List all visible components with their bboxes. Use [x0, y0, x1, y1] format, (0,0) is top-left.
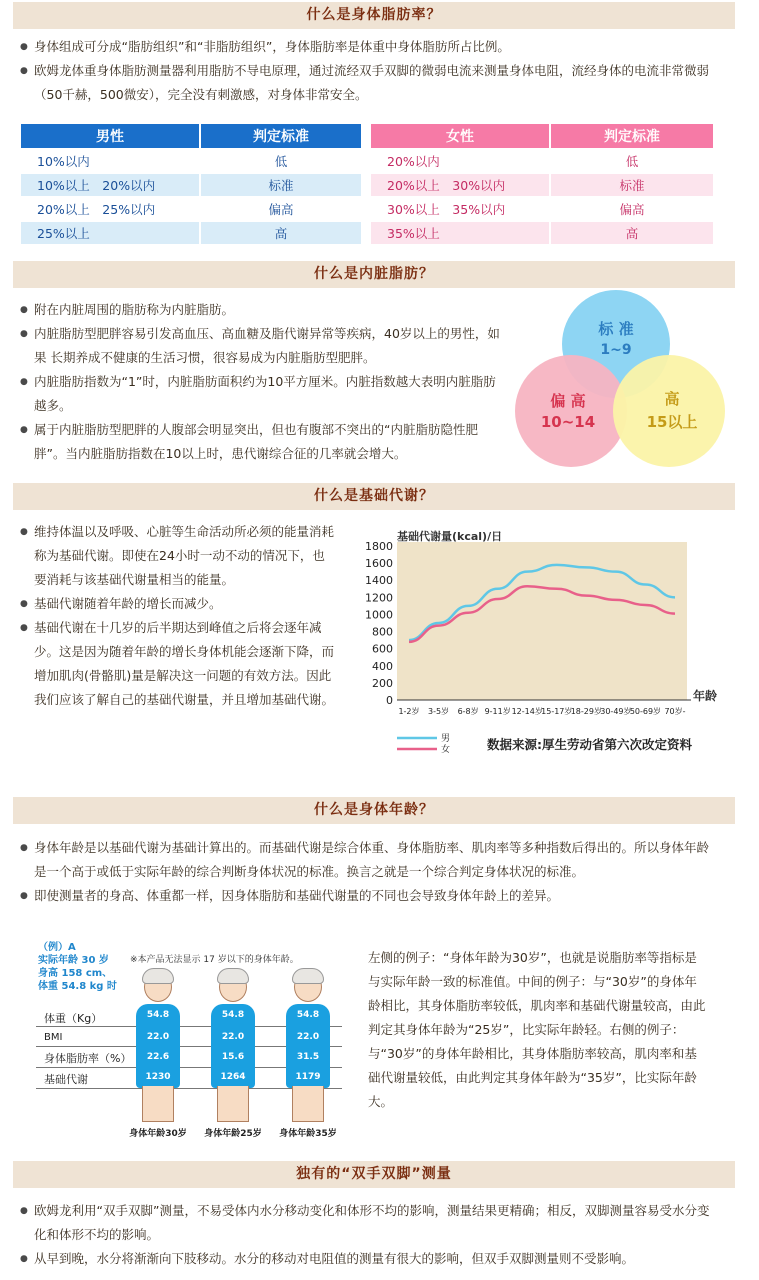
body-age-intro: [20, 836, 720, 908]
section-title-basal-metabolism: 什么是基础代谢？: [13, 483, 735, 510]
chart-y-tick-label: 0: [386, 694, 393, 707]
row-label-bmi: BMI: [44, 1032, 63, 1043]
list-item: ● 从早到晚，水分将渐渐向下肢移动。水分的移动对电阻值的测量有很大的影响，但双手双脚测量则不受影响。: [20, 1247, 720, 1271]
figure-value: 22.0: [296, 1032, 320, 1042]
row-label-weight: 体重（Kg）: [44, 1012, 103, 1025]
chart-y-tick-label: 1400: [365, 574, 393, 588]
chart-y-tick-label: 400: [372, 659, 393, 673]
venn-label-standard: 标 准: [598, 320, 634, 338]
figure-value: 15.6: [221, 1052, 245, 1062]
table-cell: 10%以内: [37, 154, 90, 169]
chart-y-tick-label: 1600: [365, 557, 393, 571]
section-title-hands-feet: 独有的“双手双脚”测量: [13, 1161, 735, 1188]
figure-caption: 身体年龄30岁: [129, 1129, 187, 1139]
person-figure: [207, 968, 259, 1133]
chart-y-tick-label: 200: [372, 676, 393, 690]
chart-x-tick-label: 6-8岁: [457, 707, 479, 716]
list-item: ● 属于内脏脂肪型肥胖的人腹部会明显突出，但也有腹部不突出的“内脏脂肪隐性肥胖”。当内脏脂肪指数在10以上时，患代谢综合征的几率就会增大。: [20, 418, 506, 466]
figure-hair: [217, 968, 249, 984]
figure-caption: 身体年龄35岁: [279, 1129, 337, 1139]
chart-data-source: 数据来源:厚生劳动省第六次改定资料: [487, 737, 692, 752]
figure-value: 1179: [295, 1072, 321, 1082]
female-header: 女性: [371, 124, 549, 148]
visceral-fat-list: [20, 298, 506, 466]
chart-y-axis-label: 基础代谢量(kcal)/日: [397, 530, 503, 543]
chart-y-tick-label: 1000: [365, 608, 393, 622]
person-figure: [282, 968, 334, 1133]
figure-legs: [217, 1086, 249, 1122]
row-label-fat: 身体脂肪率（%）: [44, 1052, 132, 1065]
list-item: ● 欧姆龙利用“双手双脚”测量，不易受体内水分移动变化和体形不均的影响，测量结果更精确；相反，双脚测量容易受水分变化和体形不均的影响。: [20, 1199, 720, 1247]
list-item: ● 维持体温以及呼吸、心脏等生命活动所必须的能量消耗称为基础代谢。即使在24小时一动不动的情况下，也要消耗与该基础代谢量相当的能量。: [20, 520, 336, 592]
list-item: ● 内脏脂肪型肥胖容易引发高血压、高血糖及脂代谢异常等疾病，40岁以上的男性，如果 长期养成不健康的生活习惯，很容易成为内脏脂肪型肥胖。: [20, 322, 506, 370]
description-text: 左侧的例子：“身体年龄为30岁”，也就是说脂肪率等指标是与实际年龄一致的标准值。中间的例子：与“30岁”的身体年龄相比，其身体脂肪率较低，肌肉率和基础代谢量较高，由此判定其身体年龄为“25岁”，比实际年龄轻。右侧的例子：与“30岁”的身体年龄相比，其身体脂肪率较高，肌肉率和基础代谢量较低，由此判定其身体年龄为“35岁”，比实际年龄大。: [368, 950, 706, 1109]
example-title: （例）A: [38, 942, 76, 953]
basal-metabolism-list: [20, 520, 336, 712]
list-item: ● 身体组成可分成“脂肪组织”和“非脂肪组织”，身体脂肪率是体重中身体脂肪所占比例。: [20, 35, 720, 59]
chart-y-tick-label: 600: [372, 642, 393, 656]
chart-x-tick-label: 3-5岁: [428, 707, 450, 716]
example-height: 身高 158 cm、: [38, 968, 113, 979]
figure-value: 1230: [145, 1072, 171, 1082]
table-cell: 偏高: [619, 202, 645, 217]
chart-x-tick-label: 1-2岁: [398, 707, 420, 716]
chart-x-tick-label: 70岁-: [664, 707, 686, 716]
table-cell: 标准: [201, 174, 361, 196]
chart-y-tick-label: 1200: [365, 591, 393, 605]
venn-label-very-high: 高: [664, 390, 680, 408]
figure-hair: [142, 968, 174, 984]
table-cell: 25%以上: [21, 222, 199, 244]
list-item: ● 基础代谢随着年龄的增长而减少。: [20, 592, 336, 616]
figure-value: 22.0: [221, 1032, 245, 1042]
list-item: ● 内脏脂肪指数为“1”时，内脏脂肪面积约为10平方厘米。内脏指数越大表明内脏脂肪越多。: [20, 370, 506, 418]
table-cell: 30%以上 35%以内: [387, 202, 506, 217]
section-title-visceral-fat: 什么是内脏脂肪？: [13, 261, 735, 288]
venn-range-high: 10~14: [540, 413, 596, 431]
table-cell: 高: [551, 222, 713, 244]
table-cell: 低: [274, 154, 288, 169]
table-cell: 10%以上 20%以内: [21, 174, 199, 196]
figure-legs: [292, 1086, 324, 1122]
list-item: ● 身体年龄是以基础代谢为基础计算出的。而基础代谢是综合体重、身体脂肪率、肌肉率等多种指数后得出的。所以身体年龄是一个高于或低于实际年龄的综合判断身体状况的标准。换言之就是一个综合判定身体状况的标准。: [20, 836, 720, 884]
section-title-body-age: 什么是身体年龄？: [13, 797, 735, 824]
age-note: ※本产品无法显示 17 岁以下的身体年龄。: [130, 955, 299, 965]
example-weight: 体重 54.8 kg 时: [38, 981, 117, 992]
table-cell: 20%以内: [387, 154, 440, 169]
male-header: 男性: [21, 124, 199, 148]
table-cell: 20%以上 30%以内: [371, 174, 549, 196]
figure-value: 1264: [220, 1072, 246, 1082]
basal-metabolism-chart: [355, 524, 725, 760]
chart-x-tick-label: 50-69岁: [629, 707, 662, 716]
table-cell: 偏高: [268, 202, 294, 217]
figure-value: 31.5: [296, 1052, 320, 1062]
venn-range-very-high: 15以上: [646, 413, 698, 431]
figure-value: 22.6: [146, 1052, 170, 1062]
figure-value: 54.8: [221, 1010, 245, 1020]
figure-hair: [292, 968, 324, 984]
list-item: ● 基础代谢在十几岁的后半期达到峰值之后将会逐年减少。这是因为随着年龄的增长身体机能会逐渐下降，而增加肌肉(骨骼肌)量是解决这一问题的有效方法。因此我们应该了解自己的基础代谢量，并且增加基础代谢。: [20, 616, 336, 712]
figure-value: 54.8: [296, 1010, 320, 1020]
male-fat-table: [19, 122, 363, 246]
table-cell: 35%以上: [371, 222, 549, 244]
table-cell: 20%以上 25%以内: [37, 202, 156, 217]
venn-circle-high: [515, 355, 627, 467]
figure-legs: [142, 1086, 174, 1122]
hands-feet-list: [20, 1199, 720, 1271]
chart-y-tick-label: 800: [372, 625, 393, 639]
female-fat-table: [369, 122, 715, 246]
chart-legend-label: 女: [441, 745, 451, 755]
table-cell: 标准: [551, 174, 713, 196]
chart-x-axis-label: 年龄: [693, 689, 718, 703]
list-item: ● 即使测量者的身高、体重都一样，因身体脂肪和基础代谢量的不同也会导致身体年龄上的差异。: [20, 884, 720, 908]
table-cell: 低: [625, 154, 639, 169]
venn-label-high: 偏 高: [550, 392, 586, 410]
chart-x-tick-label: 12-14岁: [511, 707, 543, 716]
figure-value: 22.0: [146, 1032, 170, 1042]
chart-x-tick-label: 18-29岁: [570, 707, 602, 716]
chart-x-tick-label: 15-17岁: [541, 707, 573, 716]
list-item: ● 欧姆龙体重身体脂肪测量器利用脂肪不导电原理，通过流经双手双脚的微弱电流来测量身体电阻，流经身体的电流非常微弱（50千赫，500微安），完全没有刺激感，对身体非常安全。: [20, 59, 720, 107]
chart-y-tick-label: 1800: [365, 540, 393, 553]
chart-x-tick-label: 30-49岁: [600, 707, 632, 716]
example-actual-age: 实际年龄 30 岁: [38, 955, 109, 966]
criteria-header: 判定标准: [551, 124, 713, 148]
figure-value: 54.8: [146, 1010, 170, 1020]
section-title-body-fat: 什么是身体脂肪率？: [13, 2, 735, 29]
chart-x-tick-label: 9-11岁: [484, 707, 511, 716]
row-label-metabolism: 基础代谢: [44, 1073, 88, 1086]
figure-caption: 身体年龄25岁: [204, 1129, 262, 1139]
body-age-description: [368, 946, 706, 1114]
person-figure: [132, 968, 184, 1133]
table-cell: 高: [201, 222, 361, 244]
venn-range-standard: 1~9: [600, 342, 632, 358]
list-item: ● 附在内脏周围的脂肪称为内脏脂肪。: [20, 298, 506, 322]
body-age-figures: [36, 968, 346, 1148]
chart-plot-area: [397, 542, 687, 700]
criteria-header: 判定标准: [201, 124, 361, 148]
chart-legend-label: 男: [441, 734, 451, 744]
body-fat-intro: [20, 35, 720, 107]
